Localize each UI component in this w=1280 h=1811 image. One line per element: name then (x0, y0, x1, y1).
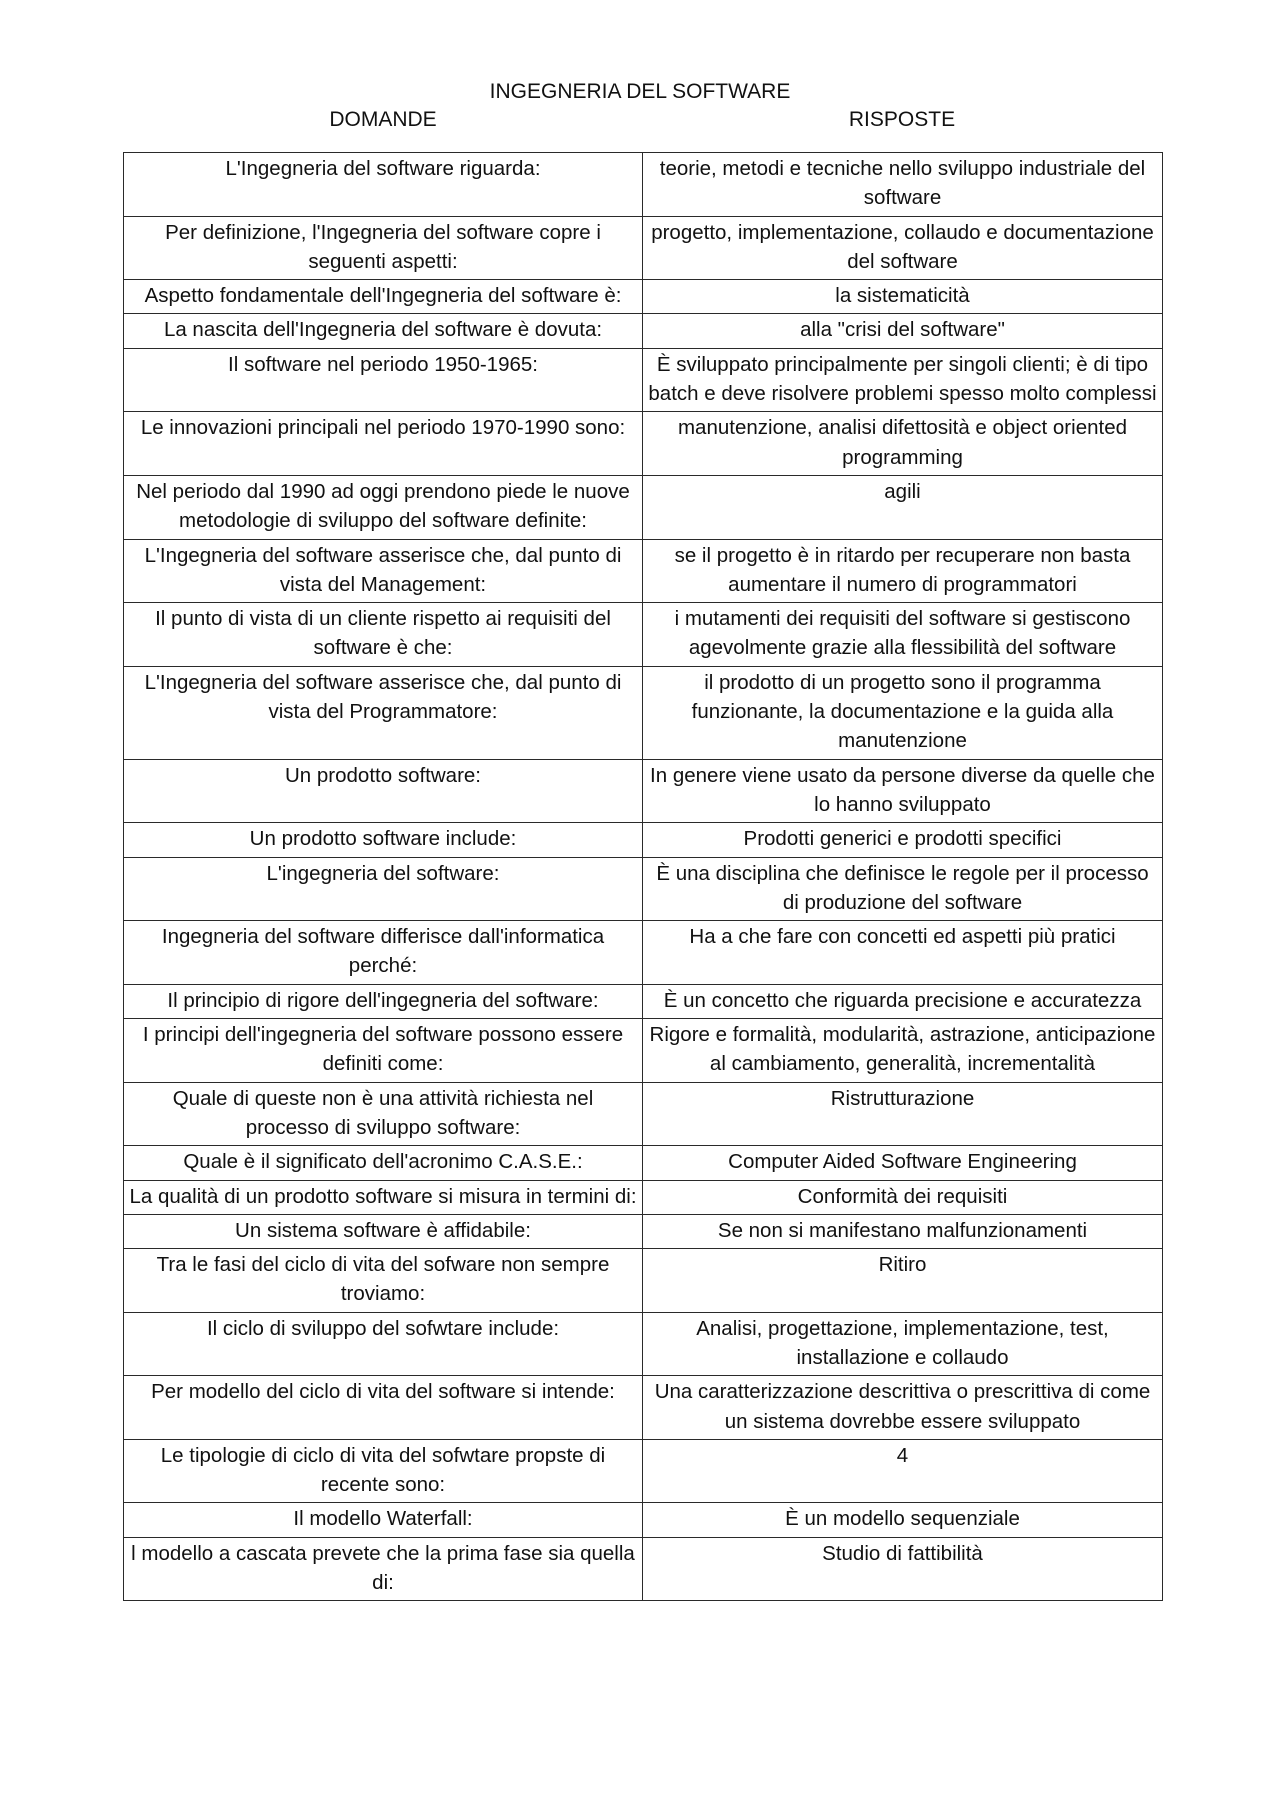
table-row (124, 314, 1163, 348)
answer-cell: È un modello sequenziale (643, 1503, 1163, 1537)
question-cell: Un prodotto software include: (124, 823, 643, 857)
answer-cell: agili (643, 475, 1163, 539)
answer-cell: Studio di fattibilità (643, 1537, 1163, 1601)
question-cell: Il ciclo di sviluppo del sofwtare include: (124, 1312, 643, 1376)
question-cell: La nascita dell'Ingegneria del software è dovuta: (124, 314, 643, 348)
answer-cell: Computer Aided Software Engineering (643, 1146, 1163, 1180)
table-row (124, 475, 1163, 539)
table-row (124, 1180, 1163, 1214)
qa-table-body (124, 153, 1163, 1601)
answer-cell: il prodotto di un progetto sono il programma funzionante, la documentazione e la guida alla manutenzione (643, 666, 1163, 759)
table-row (124, 539, 1163, 603)
answer-cell: Ristrutturazione (643, 1082, 1163, 1146)
table-row (124, 984, 1163, 1018)
table-row (124, 857, 1163, 921)
table-row (124, 1082, 1163, 1146)
answer-cell: teorie, metodi e tecniche nello sviluppo industriale del software (643, 153, 1163, 217)
answer-cell: Ritiro (643, 1249, 1163, 1313)
answer-cell: Rigore e formalità, modularità, astrazione, anticipazione al cambiamento, generalità, incrementalità (643, 1019, 1163, 1083)
answer-cell: la sistematicità (643, 280, 1163, 314)
qa-table (123, 152, 1163, 1601)
table-row (124, 1439, 1163, 1503)
table-row (124, 1312, 1163, 1376)
answer-cell: Conformità dei requisiti (643, 1180, 1163, 1214)
table-row (124, 1503, 1163, 1537)
table-row (124, 1249, 1163, 1313)
answer-cell: se il progetto è in ritardo per recuperare non basta aumentare il numero di programmatori (643, 539, 1163, 603)
question-cell: Un sistema software è affidabile: (124, 1214, 643, 1248)
question-cell: Nel periodo dal 1990 ad oggi prendono piede le nuove metodologie di sviluppo del software definite: (124, 475, 643, 539)
answer-cell: manutenzione, analisi difettosità e object oriented programming (643, 412, 1163, 476)
question-cell: Ingegneria del software differisce dall'informatica perché: (124, 921, 643, 985)
answer-cell: È una disciplina che definisce le regole per il processo di produzione del software (643, 857, 1163, 921)
question-cell: Le tipologie di ciclo di vita del sofwtare propste di recente sono: (124, 1439, 643, 1503)
question-cell: Quale è il significato dell'acronimo C.A.S.E.: (124, 1146, 643, 1180)
table-row (124, 666, 1163, 759)
table-row (124, 348, 1163, 412)
table-row (124, 1019, 1163, 1083)
answer-cell: È sviluppato principalmente per singoli clienti; è di tipo batch e deve risolvere problemi spesso molto complessi (643, 348, 1163, 412)
table-row (124, 759, 1163, 823)
table-row (124, 603, 1163, 667)
question-cell: Il software nel periodo 1950-1965: (124, 348, 643, 412)
answer-cell: È un concetto che riguarda precisione e accuratezza (643, 984, 1163, 1018)
table-row (124, 921, 1163, 985)
question-cell: Il punto di vista di un cliente rispetto ai requisiti del software è che: (124, 603, 643, 667)
question-cell: Quale di queste non è una attività richiesta nel processo di sviluppo software: (124, 1082, 643, 1146)
answer-cell: In genere viene usato da persone diverse da quelle che lo hanno sviluppato (643, 759, 1163, 823)
question-cell: Tra le fasi del ciclo di vita del sofware non sempre troviamo: (124, 1249, 643, 1313)
answer-cell: Analisi, progettazione, implementazione, test, installazione e collaudo (643, 1312, 1163, 1376)
question-cell: La qualità di un prodotto software si misura in termini di: (124, 1180, 643, 1214)
answer-cell: 4 (643, 1439, 1163, 1503)
question-cell: L'Ingegneria del software asserisce che, dal punto di vista del Programmatore: (124, 666, 643, 759)
table-row (124, 412, 1163, 476)
table-row (124, 1376, 1163, 1440)
answer-cell: progetto, implementazione, collaudo e documentazione del software (643, 216, 1163, 280)
question-cell: Per definizione, l'Ingegneria del software copre i seguenti aspetti: (124, 216, 643, 280)
question-cell: Il principio di rigore dell'ingegneria del software: (124, 984, 643, 1018)
answer-cell: i mutamenti dei requisiti del software si gestiscono agevolmente grazie alla flessibilità del software (643, 603, 1163, 667)
answer-cell: Se non si manifestano malfunzionamenti (643, 1214, 1163, 1248)
answers-column-header: RISPOSTE (848, 108, 956, 131)
question-cell: l modello a cascata prevete che la prima fase sia quella di: (124, 1537, 643, 1601)
document-title: INGEGNERIA DEL SOFTWARE (489, 80, 791, 103)
question-cell: L'Ingegneria del software asserisce che, dal punto di vista del Management: (124, 539, 643, 603)
table-row (124, 1537, 1163, 1601)
answer-cell: Ha a che fare con concetti ed aspetti più pratici (643, 921, 1163, 985)
questions-column-header: DOMANDE (329, 108, 437, 131)
answer-cell: Una caratterizzazione descrittiva o prescrittiva di come un sistema dovrebbe essere sviluppato (643, 1376, 1163, 1440)
table-row (124, 280, 1163, 314)
question-cell: Per modello del ciclo di vita del software si intende: (124, 1376, 643, 1440)
table-row (124, 1214, 1163, 1248)
table-row (124, 153, 1163, 217)
answer-cell: Prodotti generici e prodotti specifici (643, 823, 1163, 857)
question-cell: Aspetto fondamentale dell'Ingegneria del software è: (124, 280, 643, 314)
answer-cell: alla "crisi del software" (643, 314, 1163, 348)
question-cell: Un prodotto software: (124, 759, 643, 823)
table-row (124, 823, 1163, 857)
question-cell: Il modello Waterfall: (124, 1503, 643, 1537)
question-cell: I principi dell'ingegneria del software possono essere definiti come: (124, 1019, 643, 1083)
question-cell: L'Ingegneria del software riguarda: (124, 153, 643, 217)
question-cell: L'ingegneria del software: (124, 857, 643, 921)
table-row (124, 216, 1163, 280)
question-cell: Le innovazioni principali nel periodo 1970-1990 sono: (124, 412, 643, 476)
table-row (124, 1146, 1163, 1180)
